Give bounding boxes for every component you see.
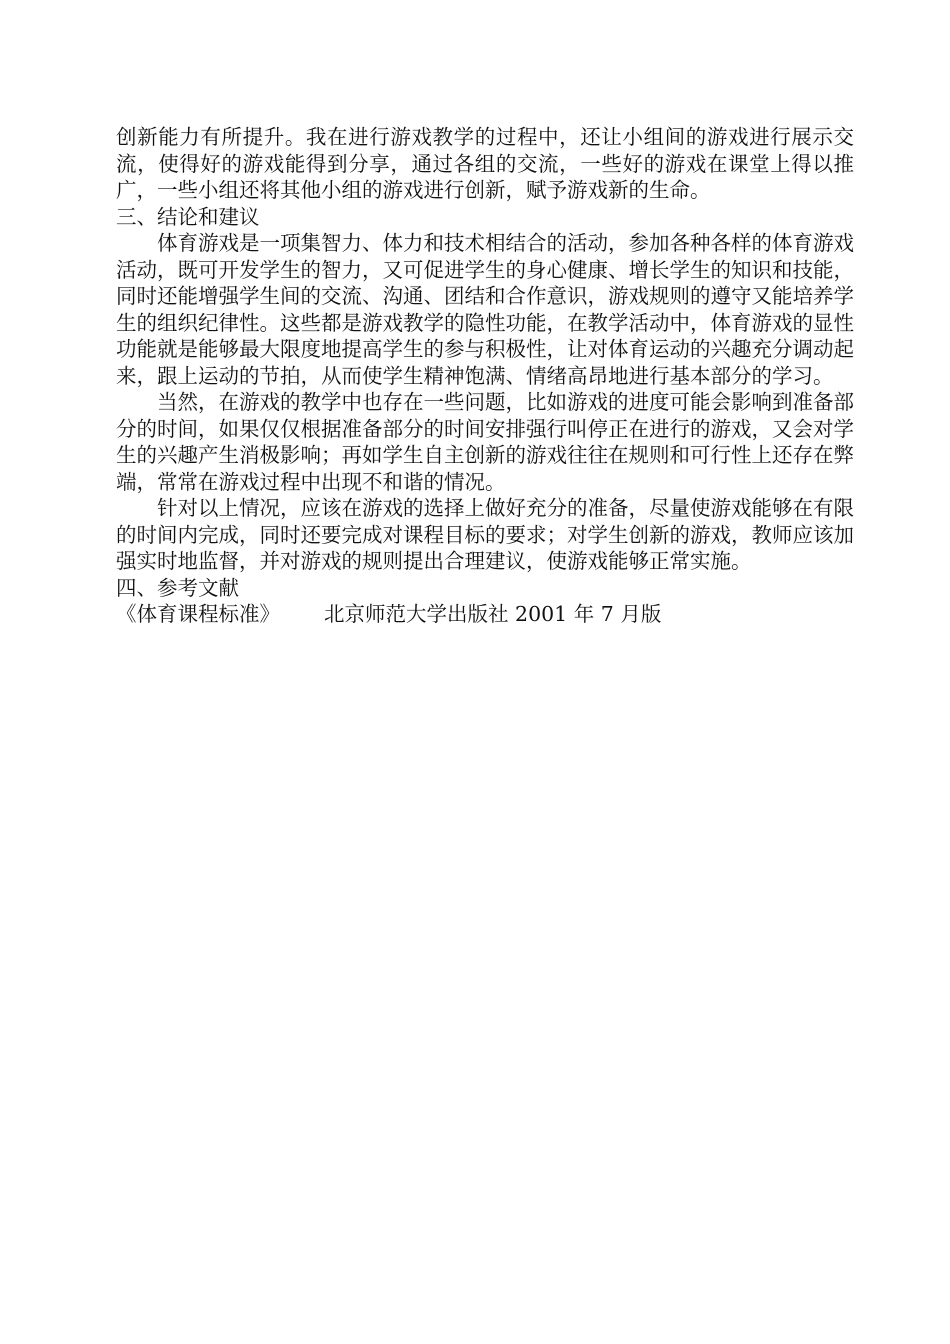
reference-entry: [116, 601, 854, 628]
section-heading-references: 四、参考文献: [116, 575, 239, 600]
section-heading-conclusions: 三、结论和建议: [116, 204, 260, 229]
paragraph-conclusion-3: 针对以上情况，应该在游戏的选择上做好充分的准备，尽量使游戏能够在有限的时间内完成，同时还要完成对课程目标的要求；对学生创新的游戏，教师应该加强实时地监督，并对游戏的规则提出合理建议，使游戏能够正常实施。: [116, 496, 854, 573]
paragraph-conclusion-2: 当然，在游戏的教学中也存在一些问题，比如游戏的进度可能会影响到准备部分的时间，如果仅仅根据准备部分的时间安排强行叫停正在进行的游戏，又会对学生的兴趣产生消极影响；再如学生自主创新的游戏往往在规则和可行性上还存在弊端，常常在游戏过程中出现不和谐的情况。: [116, 390, 854, 494]
intro-paragraph: 创新能力有所提升。我在进行游戏教学的过程中，还让小组间的游戏进行展示交流，使得好的游戏能得到分享，通过各组的交流，一些好的游戏在课堂上得以推广，一些小组还将其他小组的游戏进行创新，赋予游戏新的生命。: [116, 125, 854, 202]
reference-publisher: 北京师范大学出版社: [324, 602, 509, 626]
reference-month: 7: [600, 602, 614, 626]
paragraph-conclusion-1: 体育游戏是一项集智力、体力和技术相结合的活动，参加各种各样的体育游戏活动，既可开发学生的智力，又可促进学生的身心健康、增长学生的知识和技能，同时还能增强学生间的交流、沟通、团结和合作意识，游戏规则的遵守又能培养学生的组织纪律性。这些都是游戏教学的隐性功能，在教学活动中，体育游戏的显性功能就是能够最大限度地提高学生的参与积极性，让对体育运动的兴趣充分调动起来，跟上运动的节拍，从而使学生精神饱满、情绪高昂地进行基本部分的学习。: [116, 231, 854, 388]
reference-year-unit: 年: [573, 602, 595, 626]
reference-year: 2001: [515, 602, 568, 626]
reference-month-unit: 月版: [620, 602, 662, 626]
document-body: [116, 124, 854, 628]
reference-title: 《体育课程标准》: [116, 602, 280, 626]
